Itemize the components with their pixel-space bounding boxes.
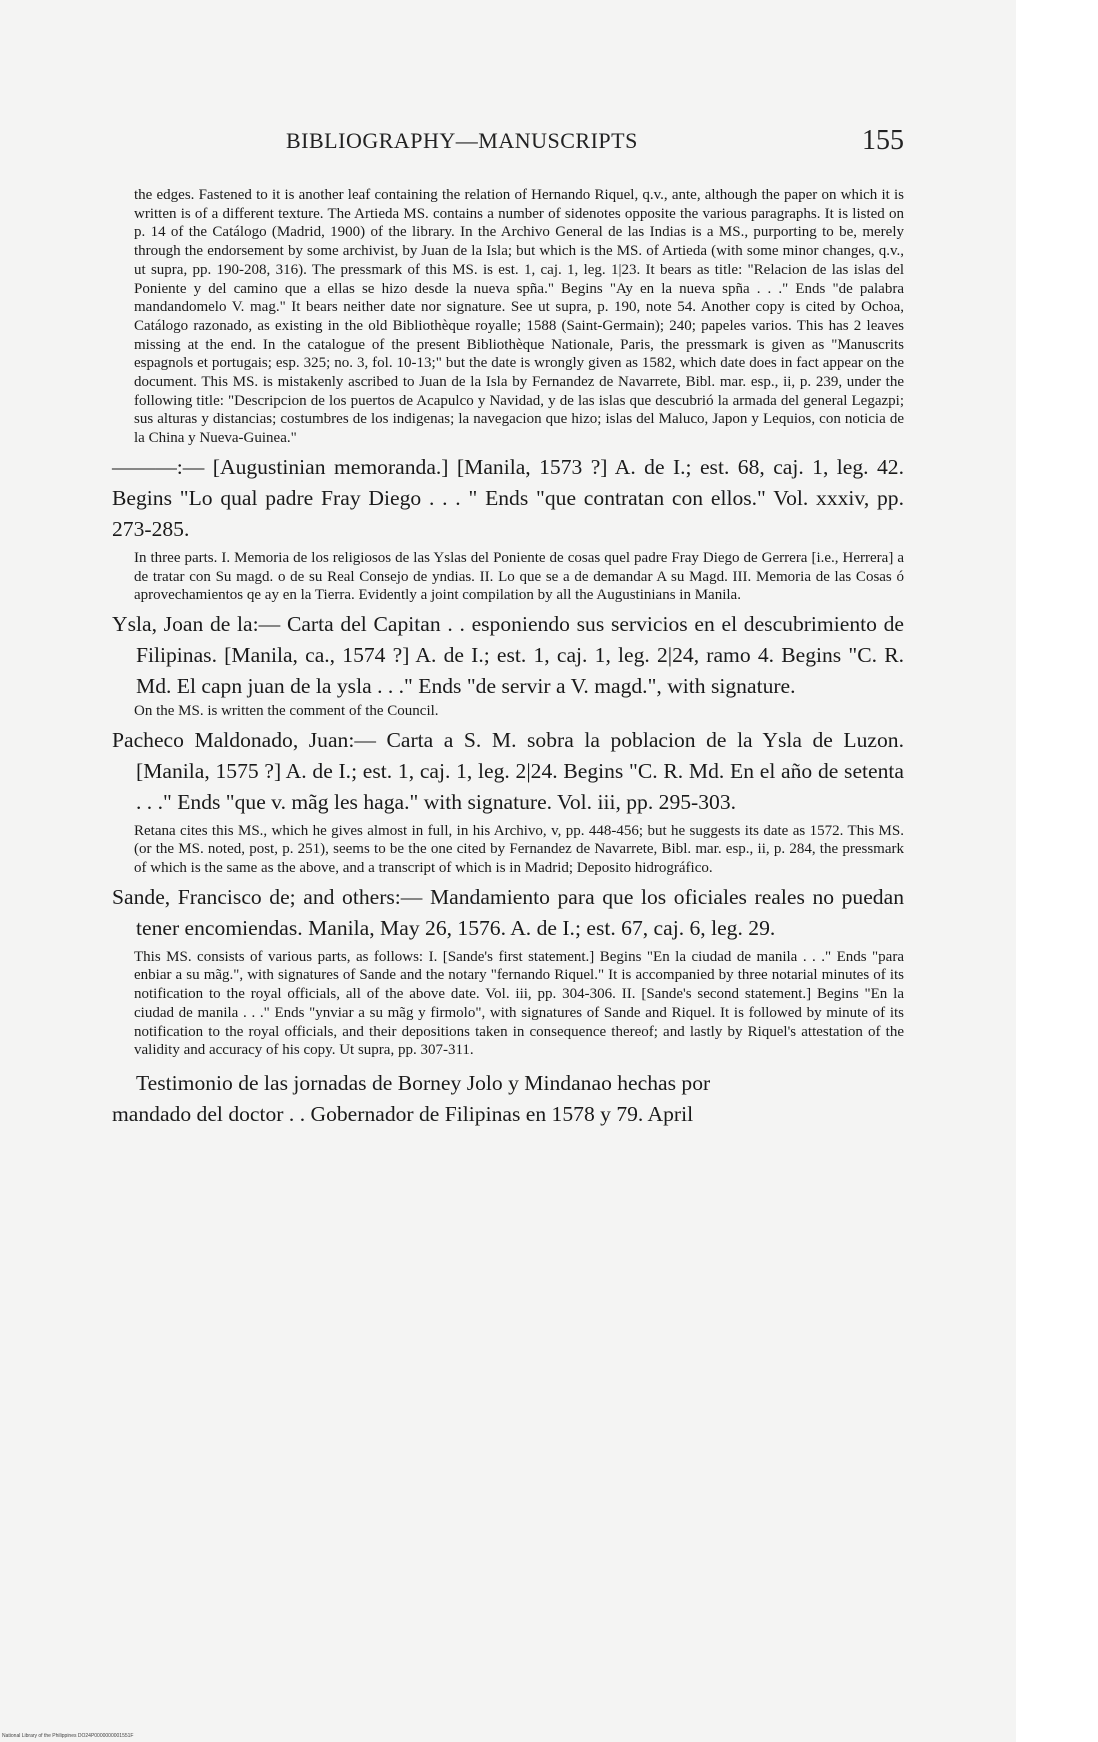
note-paragraph: the edges. Fastened to it is another leaf containing the relation of Hernando Riquel, q.v., ante, although the paper on which it is written is of a different texture. The Artieda MS. contains a number of sidenotes opposite the various paragraphs. It is listed on p. 14 of the Catálogo (Madrid, 1900) of the library. In the Archivo General de las Indias is a MS., purporting to be, merely through the endorsement by some archivist, by Juan de la Isla; but which is the MS. of Artieda (with some minor changes, q.v., ut supra, pp. 190-208, 316). The pressmark of this MS. is est. 1, caj. 1, leg. 1|23. It bears as title: "Relacion de las islas del Poniente y del camino que a ellas se hizo desde la nueva spña." Begins "Ay en la nueva spña . . ." Ends "de palabra mandandomelo V. mag." It bears neither date nor signature. See ut supra, p. 190, note 54. Another copy is cited by Ochoa, Catálogo razonado, as existing in the old Bibliothèque royalle; 1588 (Saint-Germain); 240; papeles varios. This has 2 leaves missing at the end. In the catalogue of the present Bibliothèque Nationale, Paris, the pressmark is given as "Manuscrits espagnols et portugais; esp. 325; no. 3, fol. 10-13;" but the date is wrongly given as 1582, which date does in fact appear on the document. This MS. is mistakenly ascribed to Juan de la Isla by Fernandez de Navarrete, Bibl. mar. esp., ii, p. 239, under the following title: "Descripcion de los puertos de Acapulco y Navidad, y de las islas que descubrió la armada del general Legazpi; sus alturas y distancias; costumbres de los indigenas; la navegacion que hizo; islas del Maluco, Japon y Lequios, con noticia de la China y Nueva-Guinea." (134, 187, 904, 447)
note-paragraph: Retana cites this MS., which he gives almost in full, in his Archivo, v, pp. 448-456; but he suggests its date as 1572. This MS. (or the MS. noted, post, p. 251), seems to be the one cited by Fernandez de Navarrete, Bibl. mar. esp., ii, p. 284, the pressmark of which is the same as the above, and a transcript of which is in Madrid; Deposito hidrográfico. (134, 822, 904, 877)
page-header (286, 125, 912, 164)
entry-paragraph: Sande, Francisco de; and others:— Mandamiento para que los oficiales reales no puedan tener encomiendas. Manila, May 26, 1576. A. de I.; est. 67, caj. 6, leg. 29. (112, 884, 904, 940)
scan-footer: National Library of the Philippines DO24P0000000001551F (2, 1733, 134, 1739)
note-paragraph: In three parts. I. Memoria de los religiosos de las Yslas del Poniente de cosas quel padre Fray Diego de Gerrera [i.e., Herrera] a de tratar con Su magd. o de su Real Consejo de yndias. II. Lo que se a de demandar A su Magd. III. Memoria de las Cosas ó aprovechamientos qe ay en la Tierra. Evidently a joint compilation by all the Augustinians in Manila. (134, 549, 904, 604)
entry-title-line: Testimonio de las jornadas de Borney Jolo y Mindanao hechas por (136, 1070, 711, 1095)
entry-paragraph: ———:— [Augustinian memoranda.] [Manila, 1573 ?] A. de I.; est. 68, caj. 1, leg. 42. Begins "Lo qual padre Fray Diego . . . " Ends "que contratan con ellos." Vol. xxxiv, pp. 273-285. (112, 454, 904, 541)
page-number: 155 (862, 125, 904, 156)
entry-paragraph: Ysla, Joan de la:— Carta del Capitan . . esponiendo sus servicios en el descubrimiento de Filipinas. [Manila, ca., 1574 ?] A. de I.; est. 1, caj. 1, leg. 2|24, ramo 4. Begins "C. R. Md. El capn juan de la ysla . . ." Ends "de servir a V. magd.", with signature. (112, 611, 904, 698)
note-paragraph: On the MS. is written the comment of the Council. (134, 702, 439, 719)
page-body (112, 186, 904, 1130)
running-head: BIBLIOGRAPHY—MANUSCRIPTS (286, 128, 638, 153)
entry-paragraph: Pacheco Maldonado, Juan:— Carta a S. M. sobra la poblacion de la Ysla de Luzon. [Manila, 1575 ?] A. de I.; est. 1, caj. 1, leg. 2|24. Begins "C. R. Md. En el año de setenta . . ." Ends "que v. mãg les haga." with signature. Vol. iii, pp. 295-303. (112, 727, 904, 814)
note-paragraph: This MS. consists of various parts, as follows: I. [Sande's first statement.] Begins "En la ciudad de manila . . ." Ends "para enbiar a su mãg.", with signatures of Sande and the notary "fernando Riquel." It is accompanied by three notarial minutes of its notification to the royal officials, all of the above date. Vol. iii, pp. 304-306. II. [Sande's second statement.] Begins "En la ciudad de manila . . ." Ends "ynviar a su mãg y firmolo", with signatures of Sande and Riquel. It is followed by minute of its notification to the royal officials, and their depositions taken in consequence thereof; and lastly by Riquel's attestation of the validity and accuracy of his copy. Ut supra, pp. 307-311. (134, 948, 904, 1059)
entry-title-line: mandado del doctor . . Gobernador de Filipinas en 1578 y 79. April (112, 1101, 694, 1126)
